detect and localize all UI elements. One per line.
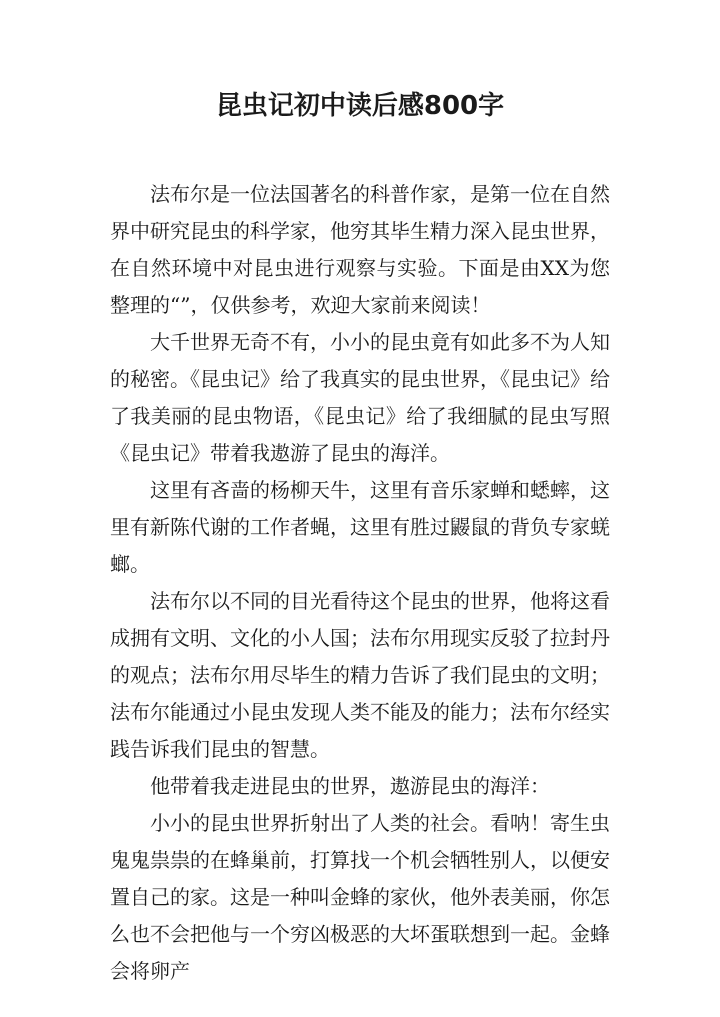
paragraph-journey: 他带着我走进昆虫的世界，遨游昆虫的海洋： (150, 774, 550, 798)
document-body (110, 176, 610, 990)
paragraph-society: 小小的昆虫世界折射出了人类的社会。看呐！寄生虫鬼鬼祟祟的在蜂巢前，打算找一个机会牺牲别人，以便安置自己的家。这是一种叫金蜂的家伙，他外表美丽，你怎么也不会把他与一个穷凶极恶的大坏蛋联想到一起。金蜂会将卵产 (110, 811, 610, 983)
paragraph-intro: 法布尔是一位法国著名的科普作家，是第一位在自然界中研究昆虫的科学家，他穷其毕生精力深入昆虫世界，在自然环境中对昆虫进行观察与实验。下面是由XX为您整理的“”，仅供参考，欢迎大家前来阅读！ (110, 182, 610, 317)
paragraph-insects-list: 这里有吝啬的杨柳天牛，这里有音乐家蝉和蟋蟀，这里有新陈代谢的工作者蝇，这里有胜过鼹鼠的背负专家蜣螂。 (110, 478, 610, 576)
paragraph-fabre-view: 法布尔以不同的目光看待这个昆虫的世界，他将这看成拥有文明、文化的小人国；法布尔用现实反驳了拉封丹的观点；法布尔用尽毕生的精力告诉了我们昆虫的文明；法布尔能通过小昆虫发现人类不能及的能力；法布尔经实践告诉我们昆虫的智慧。 (110, 589, 610, 761)
paragraph-secrets: 大千世界无奇不有，小小的昆虫竟有如此多不为人知的秘密。《昆虫记》给了我真实的昆虫世界，《昆虫记》给了我美丽的昆虫物语，《昆虫记》给了我细腻的昆虫写照《昆虫记》带着我遨游了昆虫的海洋。 (110, 330, 610, 465)
document-title: 昆虫记初中读后感800字 (215, 91, 505, 121)
